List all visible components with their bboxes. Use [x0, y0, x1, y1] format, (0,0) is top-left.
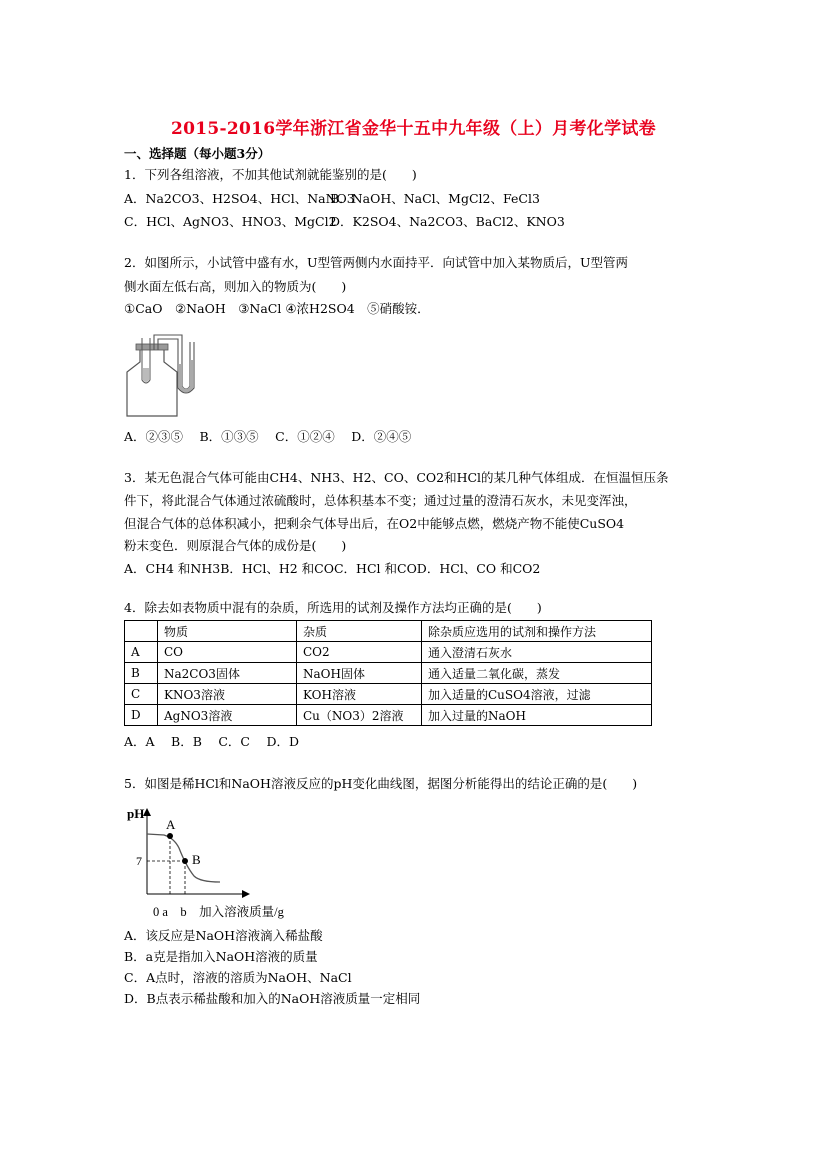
- graph-y7-label: 7: [136, 854, 142, 868]
- table-row: [125, 684, 652, 705]
- graph-point-a-label: A: [166, 817, 176, 832]
- graph-x-axis-label: 0 a b 加入溶液质量/g: [153, 905, 284, 919]
- q3-line2: 件下，将此混合气体通过浓硫酸时，总体积基本不变；通过过量的澄清石灰水，未见变浑浊，: [124, 493, 637, 508]
- ph-curve-graph: [124, 802, 314, 922]
- table-cell: KNO3溶液: [158, 684, 297, 705]
- table-cell: D: [125, 705, 158, 726]
- graph-point-b-label: B: [192, 852, 201, 867]
- q5-option-a: A．该反应是NaOH溶液滴入稀盐酸: [124, 928, 323, 943]
- table-header-cell: 物质: [158, 621, 297, 642]
- q3-line1: 3．某无色混合气体可能由CH4、NH3、H2、CO、CO2和HCl的某几种气体组成．在恒温恒压条: [124, 470, 669, 485]
- table-cell: 通入澄清石灰水: [422, 642, 652, 663]
- table-cell: CO: [158, 642, 297, 663]
- u-tube-apparatus-figure: [124, 330, 216, 418]
- table-cell: 通入适量二氧化碳，蒸发: [422, 663, 652, 684]
- q3-line4: 粉末变色．则原混合气体的成份是( ): [124, 538, 347, 553]
- q1-option-b: B．NaOH、NaCl、MgCl2、FeCl3: [330, 191, 540, 206]
- q5-option-c: C．A点时，溶液的溶质为NaOH、NaCl: [124, 970, 352, 985]
- q1-option-d: D．K2SO4、Na2CO3、BaCl2、KNO3: [330, 214, 565, 229]
- table-cell: C: [125, 684, 158, 705]
- table-cell: Na2CO3固体: [158, 663, 297, 684]
- q1-option-a: A．Na2CO3、H2SO4、HCl、NaNO3: [124, 191, 355, 206]
- table-cell: KOH溶液: [297, 684, 422, 705]
- table-header-row: [125, 621, 652, 642]
- q2-options: A．②③⑤ B．①③⑤ C．①②④ D．②④⑤: [124, 429, 412, 444]
- q5-option-d: D．B点表示稀盐酸和加入的NaOH溶液质量一定相同: [124, 991, 421, 1006]
- page-title: 2015-2016学年浙江省金华十五中九年级（上）月考化学试卷: [171, 119, 656, 139]
- table-row: [125, 663, 652, 684]
- graph-point-a: [167, 833, 173, 839]
- q2-items: ①CaO ②NaOH ③NaCl ④浓H2SO4 ⑤硝酸铵．: [124, 301, 430, 316]
- q3-options: A．CH4 和NH3B．HCl、H2 和COC．HCl 和COD．HCl、CO 和CO2: [124, 561, 541, 576]
- section-heading: 一、选择题（每小题3分）: [124, 146, 271, 161]
- table-cell: Cu（NO3）2溶液: [297, 705, 422, 726]
- table-cell: B: [125, 663, 158, 684]
- table-cell: A: [125, 642, 158, 663]
- table-cell: CO2: [297, 642, 422, 663]
- q1-stem: 1．下列各组溶液，不加其他试剂就能鉴别的是( ): [124, 167, 417, 182]
- q3-line3: 但混合气体的总体积减小，把剩余气体导出后，在O2中能够点燃，燃烧产物不能使CuSO4: [124, 516, 625, 531]
- q2-stem-line1: 2．如图所示，小试管中盛有水，U型管两侧内水面持平．向试管中加入某物质后，U型管两: [124, 255, 629, 270]
- q5-stem: 5．如图是稀HCl和NaOH溶液反应的pH变化曲线图，据图分析能得出的结论正确的是( ): [124, 776, 638, 791]
- graph-point-b: [182, 858, 188, 864]
- table-header-cell: [125, 621, 158, 642]
- table-header-cell: 除杂质应选用的试剂和操作方法: [422, 621, 652, 642]
- table-cell: 加入过量的NaOH: [422, 705, 652, 726]
- table-cell: 加入适量的CuSO4溶液，过滤: [422, 684, 652, 705]
- q4-table: [124, 620, 652, 726]
- q1-option-c: C．HCl、AgNO3、HNO3、MgCl2: [124, 214, 337, 229]
- graph-y-axis-label: pH: [127, 806, 145, 821]
- q5-option-b: B．a克是指加入NaOH溶液的质量: [124, 949, 318, 964]
- table-header-cell: 杂质: [297, 621, 422, 642]
- table-cell: NaOH固体: [297, 663, 422, 684]
- table-cell: AgNO3溶液: [158, 705, 297, 726]
- q4-stem: 4．除去如表物质中混有的杂质，所选用的试剂及操作方法均正确的是( ): [124, 600, 542, 615]
- table-row: [125, 705, 652, 726]
- q2-stem-line2: 侧水面左低右高，则加入的物质为( ): [124, 279, 347, 294]
- table-row: [125, 642, 652, 663]
- q4-options: A．A B．B C．C D．D: [124, 734, 300, 749]
